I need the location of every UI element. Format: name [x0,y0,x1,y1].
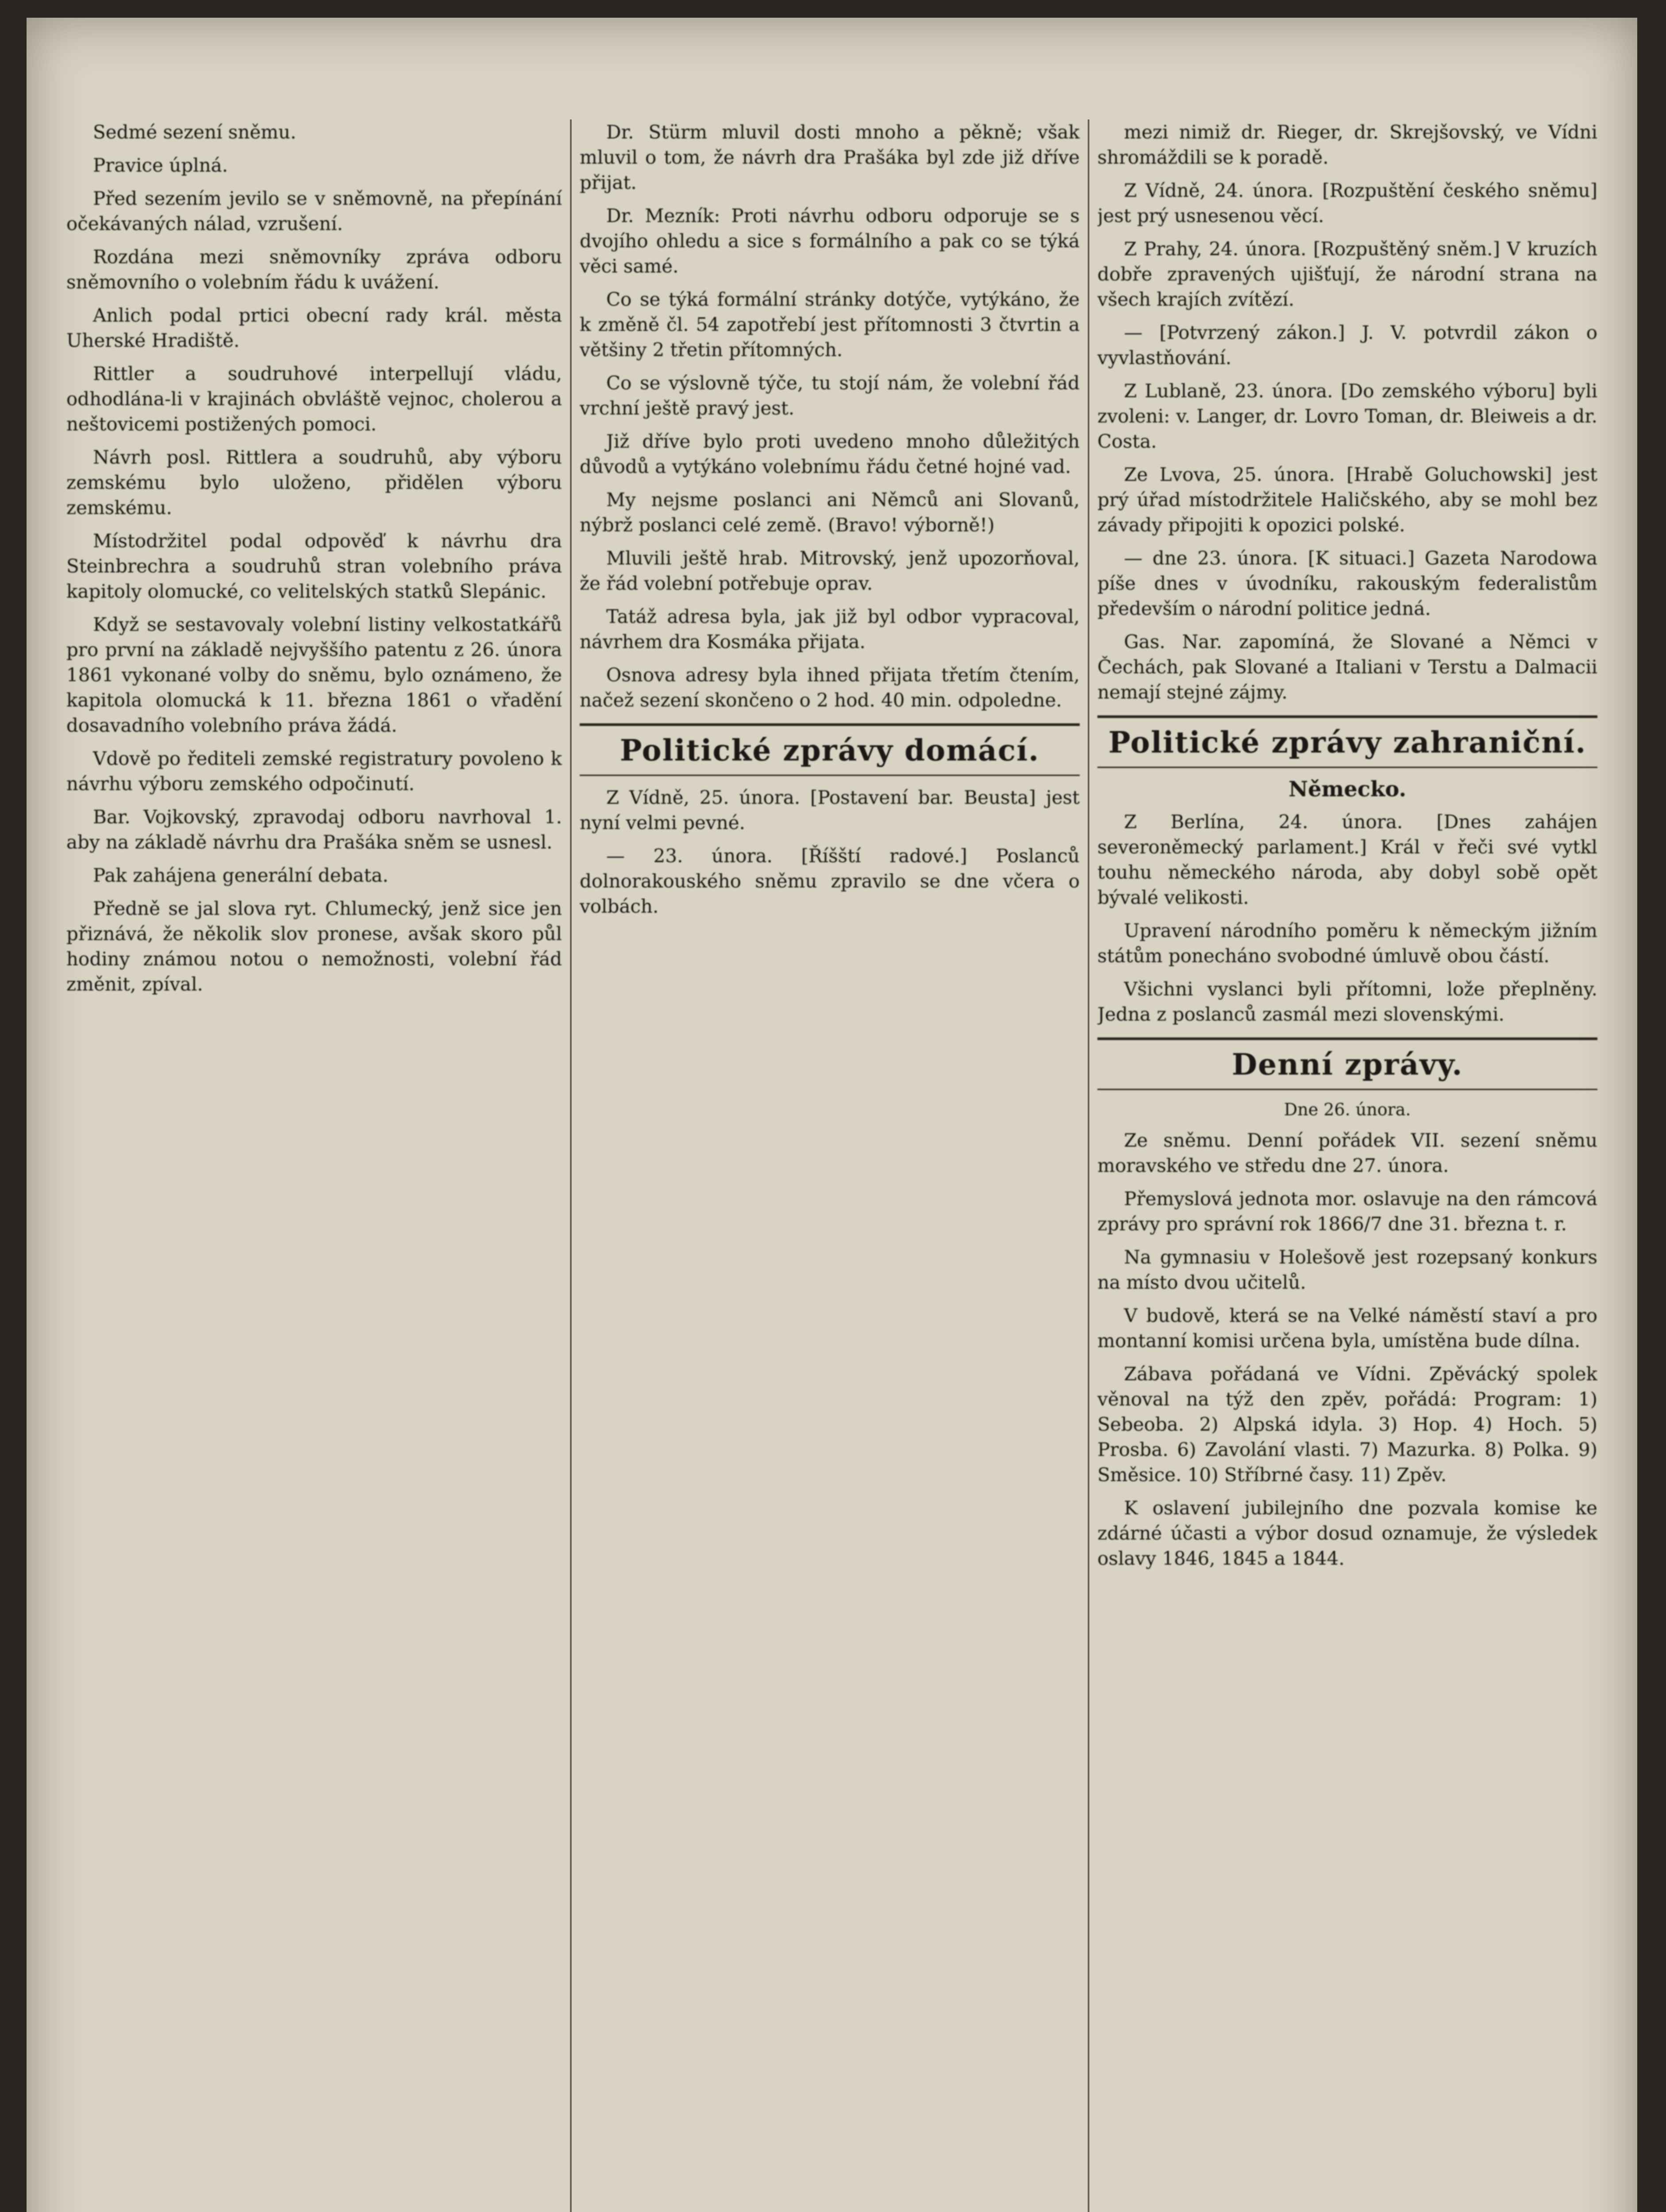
paragraph: Pak zahájena generální debata. [93,864,389,886]
paragraph: My nejsme poslanci ani Němců ani Slovanů, nýbrž poslanci celé země. (Bravo! výborně!) [580,489,1080,536]
paragraph: Zábava pořádaná ve Vídni. Zpěvácký spolek věnoval na týž den zpěv, pořádá: Program: 1) Sebeoba. 2) Alpská idyla. 3) Hop. 4) Hoch. 5) Prosba. 6) Zavolání vlasti. 7) Mazurka. 8) Polka. 9) Směsice. 10) Stříbrné časy. 11) Zpěv. [1097,1363,1597,1486]
paragraph: Přemyslová jednota mor. oslavuje na den rámcová zprávy pro správní rok 1866/7 dne 31. března t. r. [1097,1188,1597,1235]
section-heading-foreign: Politické zprávy zahraniční. [1097,715,1597,768]
paragraph: Z Berlína, 24. února. [Dnes zahájen severoněmecký parlament.] Král v řeči své vytkl touhu německého národa, aby dobyl sobě opět bývalé velikosti. [1097,811,1597,908]
paragraph: Rozdána mezi sněmovníky zpráva odboru sněmovního o volebním řádu k uvážení. [66,246,562,293]
paragraph: Vdově po řediteli zemské registratury povoleno k návrhu výboru zemského odpočinutí. [66,748,562,795]
paragraph: Z Lublaně, 23. února. [Do zemského výboru] byli zvoleni: v. Langer, dr. Lovro Toman, dr. Bleiweis a dr. Costa. [1097,380,1597,452]
paragraph: Osnova adresy byla ihned přijata třetím čtením, načež sezení skončeno o 2 hod. 40 min. odpoledne. [580,664,1080,711]
paragraph: Před sezením jevilo se v sněmovně, na přepínání očekávaných nálad, vzrušení. [66,188,562,234]
section-subheading: Německo. [1288,777,1407,802]
paragraph: Ze Lvova, 25. února. [Hrabě Goluchowski] jest prý úřad místodržitele Haličského, aby se mohl bez závady připojiti k opozici polské. [1097,464,1597,536]
paragraph: Mluvili ještě hrab. Mitrovský, jenž upozorňoval, že řád volební potřebuje oprav. [580,547,1080,594]
section-date: Dne 26. února. [1284,1100,1411,1119]
paragraph: Rittler a soudruhové interpellují vládu, odhodlána-li v krajinách obvláště vejnoc, cholerou a neštovicemi postižených pomoci. [66,363,562,435]
paragraph: Bar. Vojkovský, zpravodaj odboru navrhoval 1. aby na základě návrhu dra Prašáka sněm se usnesl. [66,806,562,853]
paragraph: Ze sněmu. Denní pořádek VII. sezení sněmu moravského ve středu dne 27. února. [1097,1129,1597,1176]
paragraph: Anlich podal prtici obecní rady král. města Uherské Hradiště. [66,304,562,351]
paragraph: Co se týká formální stránky dotýče, vytýkáno, že k změně čl. 54 zapotřebí jest přítomnosti 3 čtvrtin a většiny 2 třetin přítomných. [580,288,1080,361]
paragraph: Z Vídně, 24. února. [Rozpuštění českého sněmu] jest prý usnesenou věcí. [1097,180,1597,227]
paragraph: Gas. Nar. zapomíná, že Slované a Němci v Čechách, pak Slované a Italiani v Terstu a Dalmacii nemají stejné zájmy. [1097,631,1597,703]
section-heading-domestic: Politické zprávy domácí. [580,723,1080,776]
paragraph: Upravení národního poměru k německým jižním státům ponecháno svobodné úmluvě obou částí. [1097,920,1597,967]
column-left [66,119,562,2212]
paragraph: Již dříve bylo proti uvedeno mnoho důležitých důvodů a vytýkáno volebnímu řádu četné hojné vad. [580,430,1080,477]
paragraph: Když se sestavovaly volební listiny velkostatkářů pro první na základě nejvyššího patentu z 26. února 1861 vykonané volby do sněmu, bylo oznámeno, že kapitola olomucká k 11. března 1861 o vřadění dosavadního volebního práva žádá. [66,614,562,736]
paragraph: Z Prahy, 24. února. [Rozpuštěný sněm.] V kruzích dobře zpravených ujišťují, že národní strana na všech krajích zvítězí. [1097,238,1597,310]
paragraph: Všichni vyslanci byli přítomni, lože přeplněny. Jedna z poslanců zasmál mezi slovenskými. [1097,978,1597,1025]
paragraph: Tatáž adresa byla, jak již byl odbor vypracoval, návrhem dra Kosmáka přijata. [580,606,1080,653]
paragraph: Sedmé sezení sněmu. [93,121,296,143]
paragraph: — dne 23. února. [K situaci.] Gazeta Narodowa píše dnes v úvodníku, rakouským federalistům především o národní politice jedná. [1097,547,1597,619]
paragraph: Na gymnasiu v Holešově jest rozepsaný konkurs na místo dvou učitelů. [1097,1246,1597,1293]
column-right [1097,119,1597,2212]
paragraph: mezi nimiž dr. Rieger, dr. Skrejšovský, ve Vídni shromáždili se k poradě. [1097,121,1597,168]
column-rule-left [570,119,572,2212]
column-rule-right [1088,119,1089,2212]
paragraph: Předně se jal slova ryt. Chlumecký, jenž sice jen přiznává, že několik slov pronese, avšak skoro půl hodiny známou notou o nemožnosti, volební řád změnit, zpíval. [66,898,562,995]
paragraph: Návrh posl. Rittlera a soudruhů, aby výboru zemskému bylo uloženo, přidělen výboru zemskému. [66,446,562,518]
paragraph: Dr. Mezník: Proti návrhu odboru odporuje se s dvojího ohledu a sice s formálního a pak co se týká věci samé. [580,205,1080,277]
paragraph: K oslavení jubilejního dne pozvala komise ke zdárné účasti a výbor dosud oznamuje, že výsledek oslavy 1846, 1845 a 1844. [1097,1497,1597,1569]
paragraph: Místodržitel podal odpověď k návrhu dra Steinbrechra a soudruhů stran volebního práva kapitoly olomucké, co velitelských statků Slepánic. [66,530,562,602]
paragraph: — [Potvrzený zákon.] J. V. potvrdil zákon o vyvlastňování. [1097,322,1597,369]
paragraph: Pravice úplná. [93,154,228,176]
column-middle [580,119,1080,2212]
paragraph: V budově, která se na Velké náměstí staví a pro montanní komisi určena byla, umístěna bude dílna. [1097,1305,1597,1352]
paragraph: Z Vídně, 25. února. [Postavení bar. Beusta] jest nyní velmi pevné. [580,787,1080,833]
paragraph: — 23. února. [Říšští radové.] Poslanců dolnorakouského sněmu zpravilo se dne včera o volbách. [580,845,1080,917]
newspaper-page [27,18,1637,2212]
paragraph: Dr. Stürm mluvil dosti mnoho a pěkně; však mluvil o tom, že návrh dra Prašáka byl zde již dříve přijat. [580,121,1080,193]
section-heading-daily-news: Denní zprávy. [1097,1037,1597,1090]
paragraph: Co se výslovně týče, tu stojí nám, že volební řád vrchní ještě pravý jest. [580,372,1080,419]
